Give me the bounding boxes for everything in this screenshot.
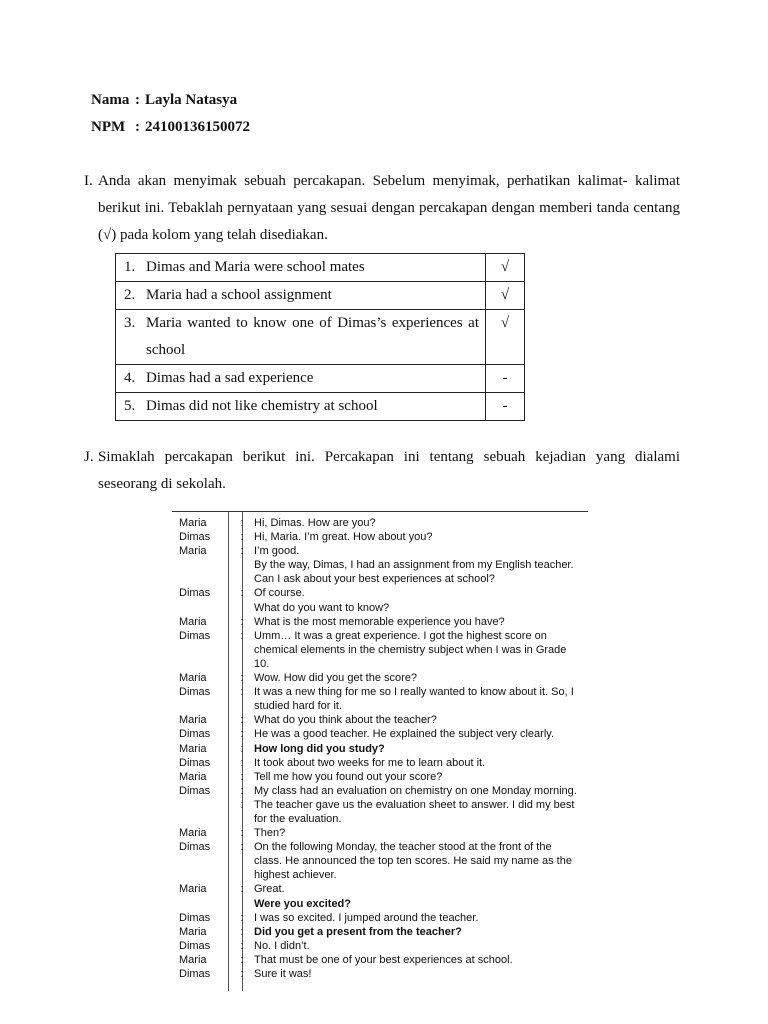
- dialogue-colon: :: [240, 939, 244, 952]
- statement-mark: √: [486, 254, 525, 282]
- dialogue-line: [172, 713, 588, 727]
- dialogue-line: [172, 840, 588, 854]
- dialogue-colon: :: [240, 672, 244, 685]
- dialogue-colon: [235, 558, 249, 572]
- dialogue-colon: :: [240, 531, 244, 544]
- statement-cell: [116, 310, 486, 365]
- dialogue-text: On the following Monday, the teacher stood at the front of the: [254, 841, 552, 854]
- dialogue-line: [172, 756, 588, 770]
- dialogue-text: Then?: [254, 827, 286, 840]
- conversation-image: [172, 511, 588, 991]
- dialogue-text: studied hard for it.: [254, 700, 343, 713]
- statement-mark: √: [486, 310, 525, 365]
- dialogue-speaker: Dimas: [179, 728, 211, 741]
- npm-separator: :: [135, 119, 140, 135]
- dialogue-speaker: Dimas: [179, 939, 211, 952]
- dialogue-line: [172, 812, 588, 826]
- statement-text: Maria wanted to know one of Dimas’s experiences at school: [146, 315, 479, 358]
- dialogue-speaker: [172, 572, 235, 586]
- npm-value: 24100136150072: [145, 119, 250, 135]
- dialogue-colon: :: [240, 911, 244, 924]
- dialogue-line: [172, 572, 588, 586]
- dialogue-speaker: Maria: [179, 925, 207, 938]
- dialogue-text: Did you get a present from the teacher?: [254, 925, 462, 938]
- dialogue-text: What do you think about the teacher?: [254, 714, 437, 727]
- dialogue-speaker: [172, 868, 235, 882]
- dialogue-speaker: Dimas: [179, 756, 211, 769]
- statement-row: [116, 254, 525, 282]
- dialogue-text: I’m good.: [254, 545, 300, 558]
- dialogue-speaker: [172, 854, 235, 868]
- dialogue-colon: :: [240, 953, 244, 966]
- dialogue-colon: :: [240, 883, 244, 896]
- dialogue-colon: :: [240, 756, 244, 769]
- dialogue-colon: :: [240, 714, 244, 727]
- dialogue-text: What do you want to know?: [254, 601, 390, 614]
- dialogue-speaker: Dimas: [179, 629, 211, 642]
- dialogue-colon: [235, 643, 249, 657]
- dialogue-text: He was a good teacher. He explained the subject very clearly.: [254, 728, 555, 741]
- statement-cell: [116, 254, 486, 282]
- dialogue-speaker: Dimas: [179, 968, 211, 980]
- dialogue-line: [172, 770, 588, 784]
- dialogue-colon: :: [240, 827, 244, 840]
- dialogue-speaker: Maria: [179, 615, 207, 628]
- dialogue-line: [172, 911, 588, 925]
- dialogue-colon: [235, 601, 249, 615]
- section-i-line-3: (√) pada kolom yang telah disediakan.: [98, 227, 328, 243]
- dialogue-line: [172, 699, 588, 713]
- dialogue-line: [172, 826, 588, 840]
- dialogue-line: [172, 530, 588, 544]
- statement-number: 3.: [124, 315, 136, 331]
- dialogue-text: Sure it was!: [254, 968, 312, 980]
- student-npm-line: [91, 118, 250, 136]
- dialogue-text: Umm… It was a great experience. I got the highest score on: [254, 629, 547, 642]
- statement-row: [116, 282, 525, 310]
- dialogue-speaker: Dimas: [179, 841, 211, 854]
- dialogue-text: for the evaluation.: [254, 812, 342, 825]
- dialogue-text: Can I ask about your best experiences at school?: [254, 573, 495, 586]
- dialogue-line: [172, 586, 588, 600]
- dialogue-speaker: Maria: [179, 714, 207, 727]
- dialogue-line: [172, 854, 588, 868]
- statement-mark: -: [486, 393, 525, 421]
- section-i-line-2: berikut ini. Tebaklah pernyataan yang sesuai dengan percakapan dengan memberi tanda centang: [98, 200, 680, 216]
- npm-label: NPM: [91, 119, 126, 135]
- statement-text: Dimas did not like chemistry at school: [146, 398, 378, 414]
- dialogue-colon: :: [240, 742, 244, 755]
- dialogue-speaker: [172, 657, 235, 671]
- dialogue-colon: [235, 699, 249, 713]
- dialogue-colon: [235, 897, 249, 911]
- dialogue-text: Great.: [254, 883, 285, 896]
- dialogue-colon: [235, 868, 249, 882]
- dialogue-line: [172, 742, 588, 756]
- dialogue-colon: :: [240, 968, 244, 980]
- statement-cell: [116, 282, 486, 310]
- dialogue-text: chemical elements in the chemistry subject when I was in Grade: [254, 643, 567, 656]
- dialogue-colon: [235, 812, 249, 826]
- dialogue-text: That must be one of your best experiences at school.: [254, 953, 513, 966]
- conversation-table: [172, 516, 588, 981]
- statement-check-table: [115, 253, 525, 421]
- dialogue-speaker: Maria: [179, 545, 207, 558]
- dialogue-text: My class had an evaluation on chemistry on one Monday morning.: [254, 784, 577, 797]
- section-j-number: J.: [84, 449, 94, 465]
- dialogue-colon: :: [240, 728, 244, 741]
- dialogue-text: It took about two weeks for me to learn about it.: [254, 756, 486, 769]
- section-i-instruction: [84, 168, 680, 249]
- dialogue-line: [172, 558, 588, 572]
- dialogue-text: No. I didn’t.: [254, 939, 310, 952]
- dialogue-colon: :: [240, 925, 244, 938]
- dialogue-line: [172, 939, 588, 953]
- section-i-number: I.: [84, 173, 93, 189]
- dialogue-text: I was so excited. I jumped around the teacher.: [254, 911, 479, 924]
- dialogue-text: It was a new thing for me so I really wanted to know about it. So, I: [254, 686, 574, 699]
- dialogue-text: Hi, Maria. I’m great. How about you?: [254, 531, 433, 544]
- dialogue-colon: :: [240, 587, 244, 600]
- dialogue-text: By the way, Dimas, I had an assignment from my English teacher.: [254, 559, 574, 572]
- dialogue-speaker: [172, 558, 235, 572]
- name-value: Layla Natasya: [145, 92, 238, 108]
- dialogue-colon: [235, 854, 249, 868]
- dialogue-text: class. He announced the top ten scores. He said my name as the: [254, 855, 572, 868]
- statement-row: [116, 393, 525, 421]
- dialogue-line: [172, 643, 588, 657]
- statement-mark: √: [486, 282, 525, 310]
- dialogue-speaker: [172, 812, 235, 826]
- dialogue-colon: :: [240, 784, 244, 797]
- dialogue-speaker: Maria: [179, 953, 207, 966]
- dialogue-line: [172, 516, 588, 530]
- statement-text: Maria had a school assignment: [146, 287, 332, 303]
- dialogue-colon: [235, 572, 249, 586]
- conversation-top-rule: [172, 511, 588, 512]
- statement-cell: [116, 393, 486, 421]
- dialogue-speaker: [172, 897, 235, 911]
- dialogue-speaker: Dimas: [179, 587, 211, 600]
- dialogue-speaker: Dimas: [179, 911, 211, 924]
- dialogue-colon: [235, 657, 249, 671]
- dialogue-colon: :: [240, 798, 244, 811]
- dialogue-line: [172, 657, 588, 671]
- dialogue-line: [172, 685, 588, 699]
- dialogue-colon: :: [240, 629, 244, 642]
- statement-text: Dimas and Maria were school mates: [146, 259, 365, 275]
- dialogue-line: [172, 727, 588, 741]
- dialogue-line: [172, 925, 588, 939]
- statement-text: Dimas had a sad experience: [146, 370, 314, 386]
- dialogue-line: [172, 798, 588, 812]
- dialogue-text: 10.: [254, 657, 270, 670]
- dialogue-text: How long did you study?: [254, 742, 385, 755]
- statement-row: [116, 310, 525, 365]
- dialogue-speaker: [172, 699, 235, 713]
- dialogue-line: [172, 882, 588, 896]
- statement-number: 5.: [124, 398, 136, 414]
- statement-cell: [116, 365, 486, 393]
- dialogue-speaker: Maria: [179, 883, 207, 896]
- dialogue-text: Were you excited?: [254, 897, 351, 910]
- dialogue-speaker: Maria: [179, 672, 207, 685]
- dialogue-line: [172, 953, 588, 967]
- dialogue-speaker: Maria: [179, 770, 207, 783]
- dialogue-speaker: Dimas: [179, 686, 211, 699]
- dialogue-speaker: Dimas: [179, 784, 211, 797]
- dialogue-line: [172, 671, 588, 685]
- dialogue-text: The teacher gave us the evaluation sheet to answer. I did my best: [254, 798, 575, 811]
- dialogue-speaker: Maria: [179, 827, 207, 840]
- statement-number: 1.: [124, 259, 136, 275]
- dialogue-colon: :: [240, 841, 244, 854]
- statement-mark: -: [486, 365, 525, 393]
- dialogue-text: Hi, Dimas. How are you?: [254, 517, 376, 529]
- statement-row: [116, 365, 525, 393]
- dialogue-line: [172, 967, 588, 981]
- dialogue-colon: :: [240, 545, 244, 558]
- dialogue-speaker: [172, 643, 235, 657]
- dialogue-line: [172, 897, 588, 911]
- statement-number: 4.: [124, 370, 136, 386]
- section-j-line-2: seseorang di sekolah.: [98, 476, 226, 492]
- dialogue-speaker: Maria: [179, 517, 207, 529]
- dialogue-text: What is the most memorable experience you have?: [254, 615, 505, 628]
- dialogue-speaker: [172, 601, 235, 615]
- dialogue-line: [172, 544, 588, 558]
- dialogue-line: [172, 629, 588, 643]
- student-name-line: [91, 91, 237, 109]
- section-j-instruction: [84, 444, 680, 498]
- dialogue-speaker: Maria: [179, 742, 207, 755]
- dialogue-line: [172, 868, 588, 882]
- dialogue-speaker: [172, 798, 235, 812]
- section-i-line-1: Anda akan menyimak sebuah percakapan. Sebelum menyimak, perhatikan kalimat- kalimat: [98, 173, 680, 189]
- dialogue-line: [172, 615, 588, 629]
- dialogue-text: Tell me how you found out your score?: [254, 770, 443, 783]
- dialogue-colon: :: [240, 517, 244, 529]
- dialogue-text: highest achiever.: [254, 869, 337, 882]
- name-label: Nama: [91, 92, 130, 108]
- dialogue-line: [172, 784, 588, 798]
- dialogue-line: [172, 601, 588, 615]
- dialogue-text: Wow. How did you get the score?: [254, 672, 418, 685]
- dialogue-speaker: Dimas: [179, 531, 211, 544]
- dialogue-colon: :: [240, 615, 244, 628]
- dialogue-colon: :: [240, 770, 244, 783]
- name-separator: :: [135, 92, 140, 108]
- dialogue-text: Of course.: [254, 587, 305, 600]
- statement-number: 2.: [124, 287, 136, 303]
- dialogue-colon: :: [240, 686, 244, 699]
- section-j-line-1: Simaklah percakapan berikut ini. Percakapan ini tentang sebuah kejadian yang dialami: [98, 449, 680, 465]
